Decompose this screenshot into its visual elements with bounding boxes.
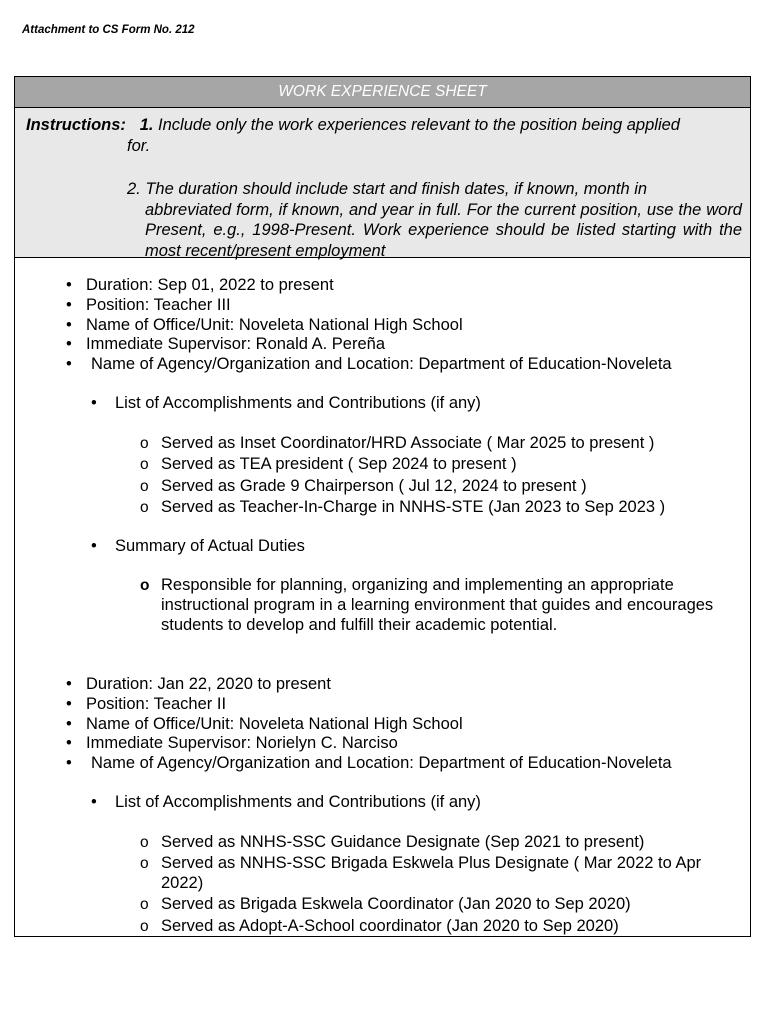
accomplishment-item: o Served as Inset Coordinator/HRD Associate ( Mar 2025 to present ) xyxy=(15,434,750,454)
entry-duration: • Duration: Jan 22, 2020 to present xyxy=(15,675,750,695)
accomplishments-heading: • List of Accomplishments and Contributions (if any) xyxy=(15,394,750,414)
work-entry xyxy=(15,675,750,938)
instruction-1-text: Include only the work experiences relevant to the position being applied xyxy=(158,116,680,134)
entry-details xyxy=(15,276,750,375)
work-experience-sheet xyxy=(14,76,751,937)
instruction-item-2 xyxy=(127,179,742,261)
duties-list xyxy=(15,576,750,635)
entry-details xyxy=(15,675,750,774)
attachment-label: Attachment to CS Form No. 212 xyxy=(22,24,195,36)
accomplishments-list xyxy=(15,833,750,936)
instructions-box xyxy=(15,108,750,258)
duties-heading: • Summary of Actual Duties xyxy=(15,537,750,557)
instruction-1-number: 1. xyxy=(139,116,154,134)
instructions-label: Instructions: xyxy=(26,116,126,134)
accomplishments-list xyxy=(15,434,750,517)
duty-item: o Responsible for planning, organizing and implementing an appropriate instructional program in a learning environment that guides and encourages students to develop and fulfill their academic potential. xyxy=(15,576,750,635)
entry-supervisor: • Immediate Supervisor: Norielyn C. Narciso xyxy=(15,734,750,754)
accomplishment-item: o Served as Brigada Eskwela Coordinator (Jan 2020 to Sep 2020) xyxy=(15,895,750,915)
instruction-1-continued: for. xyxy=(127,137,151,155)
accomplishment-item: o Served as Teacher-In-Charge in NNHS-STE (Jan 2023 to Sep 2023 ) xyxy=(15,498,750,518)
accomplishments-heading: • List of Accomplishments and Contributions (if any) xyxy=(15,793,750,813)
work-entry xyxy=(15,276,750,637)
entry-office: • Name of Office/Unit: Noveleta National High School xyxy=(15,715,750,735)
entry-agency: • Name of Agency/Organization and Location: Department of Education-Noveleta xyxy=(15,355,750,375)
sheet-title: WORK EXPERIENCE SHEET xyxy=(15,77,750,108)
entry-supervisor: • Immediate Supervisor: Ronald A. Pereña xyxy=(15,335,750,355)
accomplishment-item: o Served as NNHS-SSC Brigada Eskwela Plus Designate ( Mar 2022 to Apr 2022) xyxy=(15,854,750,894)
entry-position: • Position: Teacher III xyxy=(15,296,750,316)
entry-position: • Position: Teacher II xyxy=(15,695,750,715)
instruction-2-rest: abbreviated form, if known, and year in full. For the current position, use the word Present, e.g., 1998-Present. Work experience should be listed starting with the most recent/present employment xyxy=(145,200,742,260)
accomplishment-item: o Served as TEA president ( Sep 2024 to present ) xyxy=(15,455,750,475)
entry-agency: • Name of Agency/Organization and Location: Department of Education-Noveleta xyxy=(15,754,750,774)
accomplishment-item: o Served as Grade 9 Chairperson ( Jul 12, 2024 to present ) xyxy=(15,477,750,497)
accomplishment-item: o Served as NNHS-SSC Guidance Designate (Sep 2021 to present) xyxy=(15,833,750,853)
accomplishment-item: o Served as Adopt-A-School coordinator (Jan 2020 to Sep 2020) xyxy=(15,917,750,937)
entry-office: • Name of Office/Unit: Noveleta National High School xyxy=(15,316,750,336)
entry-duration: • Duration: Sep 01, 2022 to present xyxy=(15,276,750,296)
instruction-item-1 xyxy=(26,115,742,136)
instruction-2-first-line: 2. The duration should include start and finish dates, if known, month in xyxy=(127,180,648,198)
